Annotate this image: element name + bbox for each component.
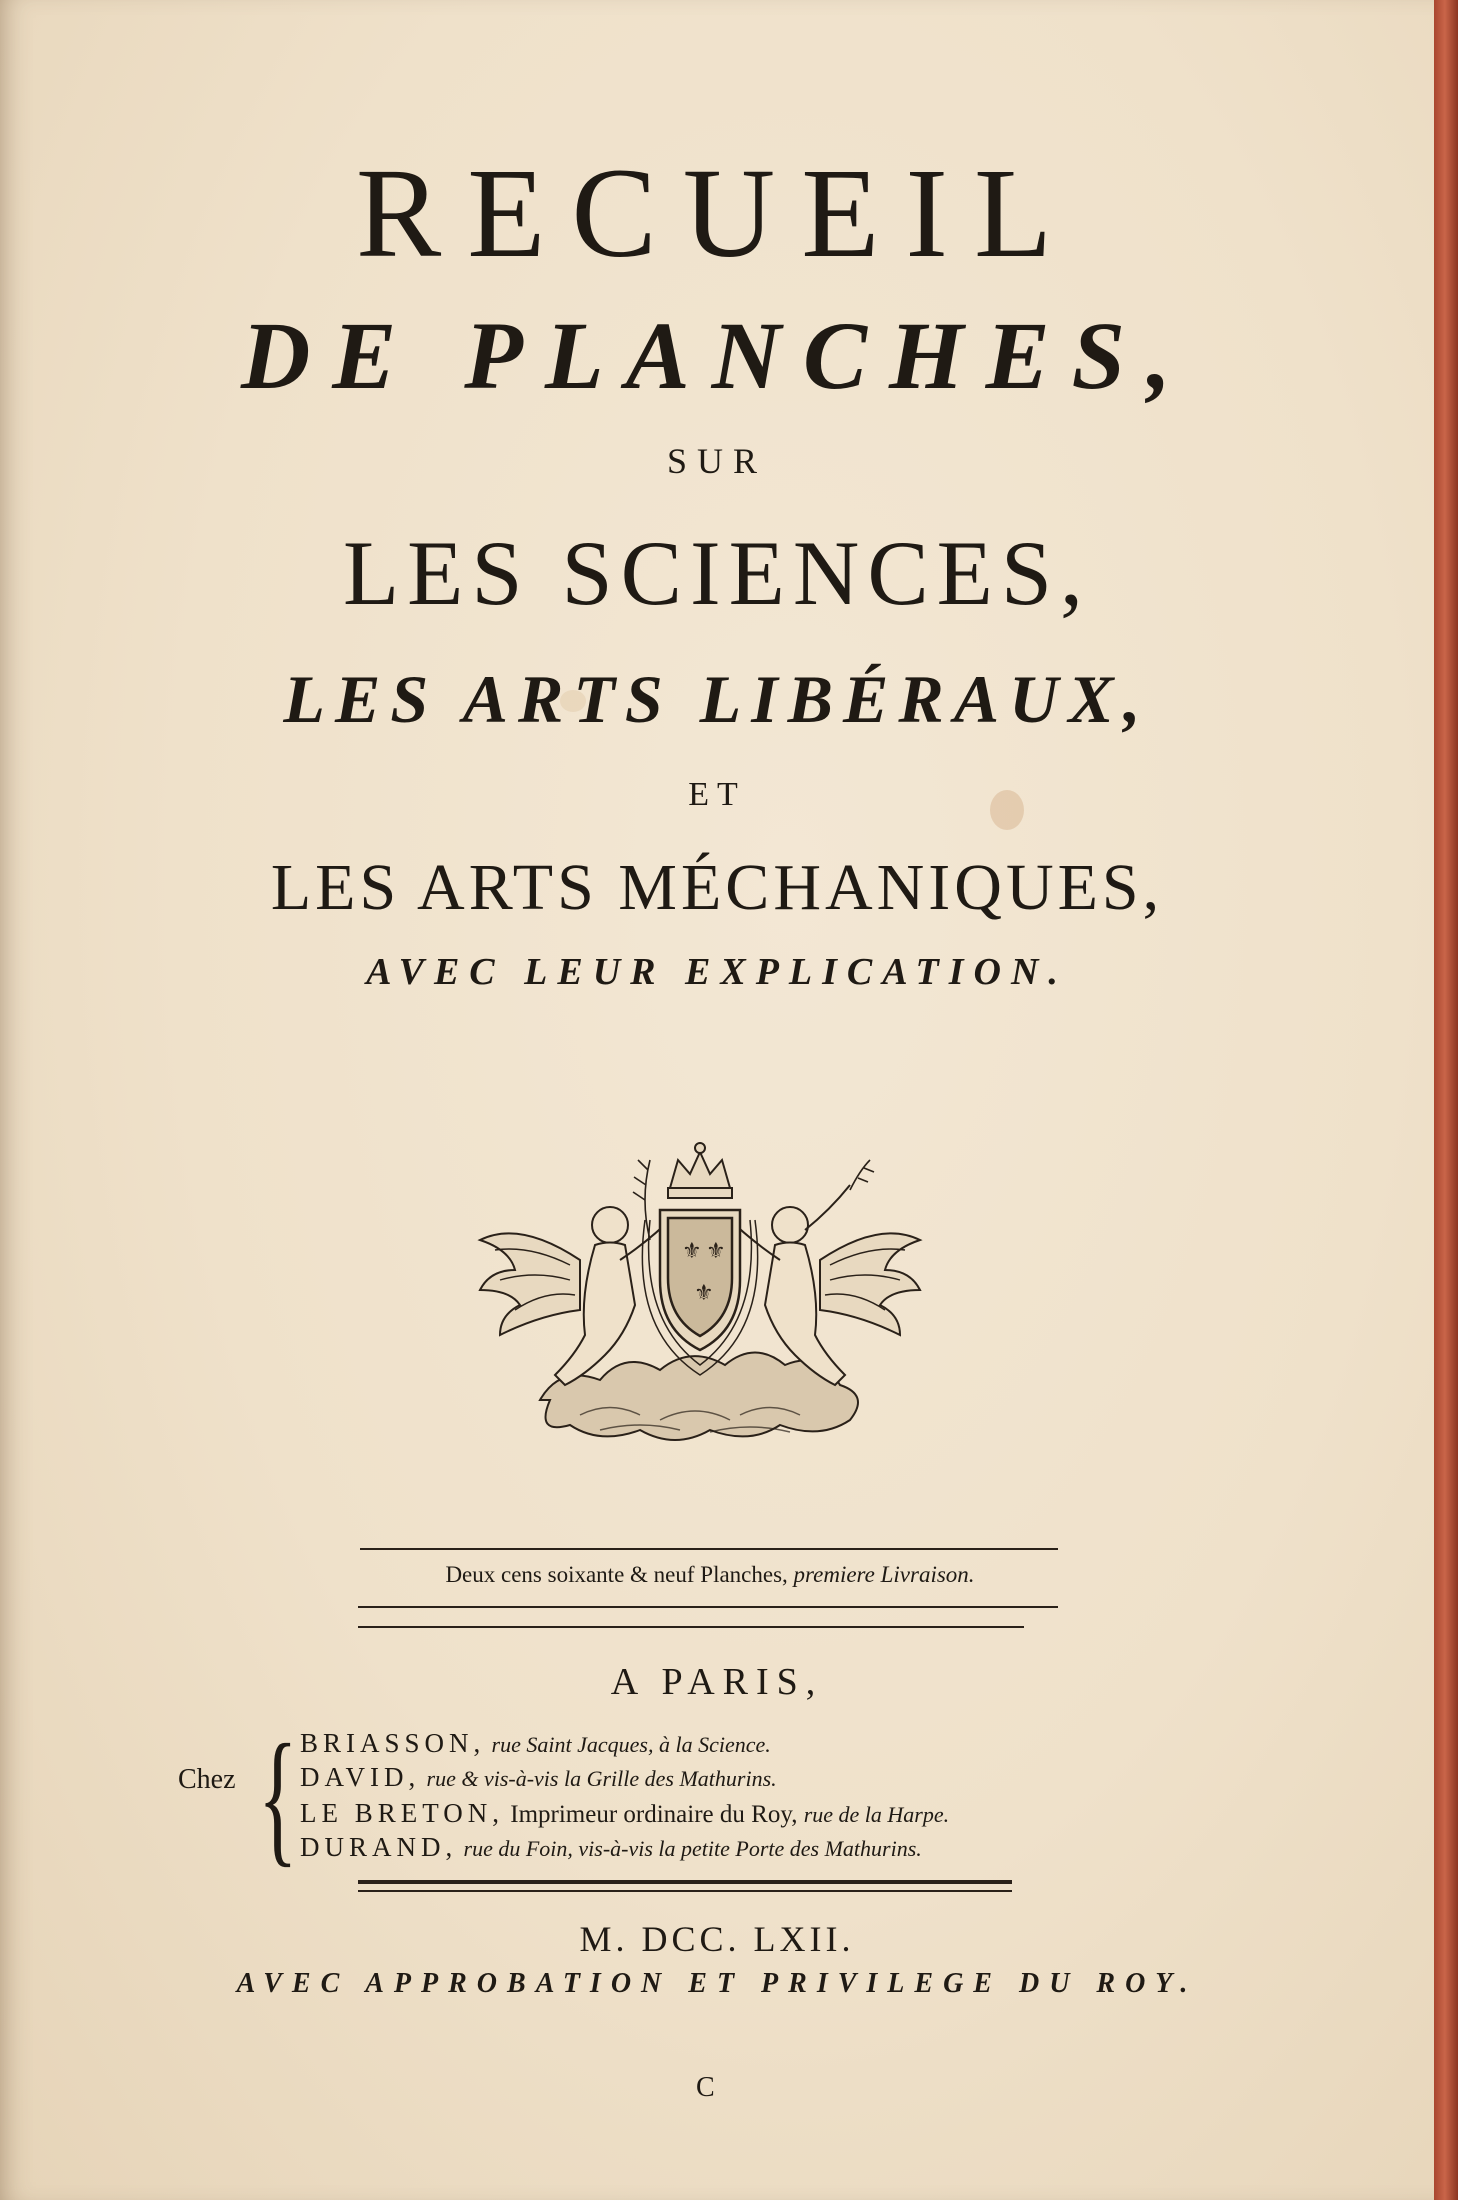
- svg-text:⚜: ⚜: [706, 1239, 726, 1264]
- royal-arms-emblem-icon: [470, 1130, 930, 1450]
- publisher-line: [300, 1832, 922, 1863]
- rule-imprint: [358, 1880, 1012, 1884]
- chez-label: Chez: [178, 1764, 236, 1795]
- title-arts-liberaux: LES ARTS LIBÉRAUX,: [283, 661, 1151, 737]
- imprint-privilege: AVEC APPROBATION ET PRIVILEGE DU ROY.: [236, 1968, 1198, 1999]
- publisher-address: rue de la Harpe.: [803, 1802, 950, 1827]
- publisher-name: LE BRETON,: [300, 1798, 504, 1828]
- publisher-title: Imprimeur ordinaire du Roy,: [510, 1801, 798, 1828]
- publisher-line: [300, 1762, 777, 1793]
- rule-imprint-thin: [358, 1890, 1012, 1892]
- title-recueil: RECUEIL: [355, 142, 1079, 284]
- publisher-address: rue Saint Jacques, à la Science.: [491, 1732, 771, 1757]
- rule-middle: [358, 1606, 1058, 1608]
- planches-note: [360, 1562, 1060, 1588]
- publisher-address: rue & vis-à-vis la Grille des Mathurins.: [426, 1766, 777, 1791]
- title-arts-mechaniques: LES ARTS MÉCHANIQUES,: [270, 851, 1164, 924]
- planches-count: Deux cens soixante & neuf Planches,: [445, 1562, 788, 1587]
- svg-text:⚜: ⚜: [694, 1281, 714, 1306]
- planches-livraison: premiere Livraison.: [793, 1562, 975, 1587]
- title-de-planches: DE PLANCHES,: [240, 302, 1194, 409]
- publisher-address: rue du Foin, vis-à-vis la petite Porte des Mathurins.: [463, 1836, 922, 1861]
- publisher-line: [300, 1798, 949, 1829]
- signature-mark: C: [696, 2072, 715, 2103]
- title-et: ET: [688, 776, 746, 813]
- title-les-sciences: LES SCIENCES,: [342, 522, 1092, 624]
- imprint-city: A PARIS,: [610, 1661, 824, 1703]
- rule-lower: [358, 1626, 1024, 1628]
- imprint-date: M. DCC. LXII.: [579, 1919, 855, 1959]
- title-explication: AVEC LEUR EXPLICATION.: [366, 951, 1068, 993]
- publisher-name: DAVID,: [300, 1762, 421, 1792]
- publisher-line: [300, 1728, 771, 1759]
- publisher-name: BRIASSON,: [300, 1728, 486, 1758]
- binding-edge: [1434, 0, 1458, 2200]
- publisher-name: DURAND,: [300, 1832, 458, 1862]
- svg-text:⚜: ⚜: [682, 1239, 702, 1264]
- title-sur: SUR: [666, 441, 768, 481]
- brace-icon: {: [258, 1714, 298, 1880]
- rule-top: [360, 1548, 1058, 1550]
